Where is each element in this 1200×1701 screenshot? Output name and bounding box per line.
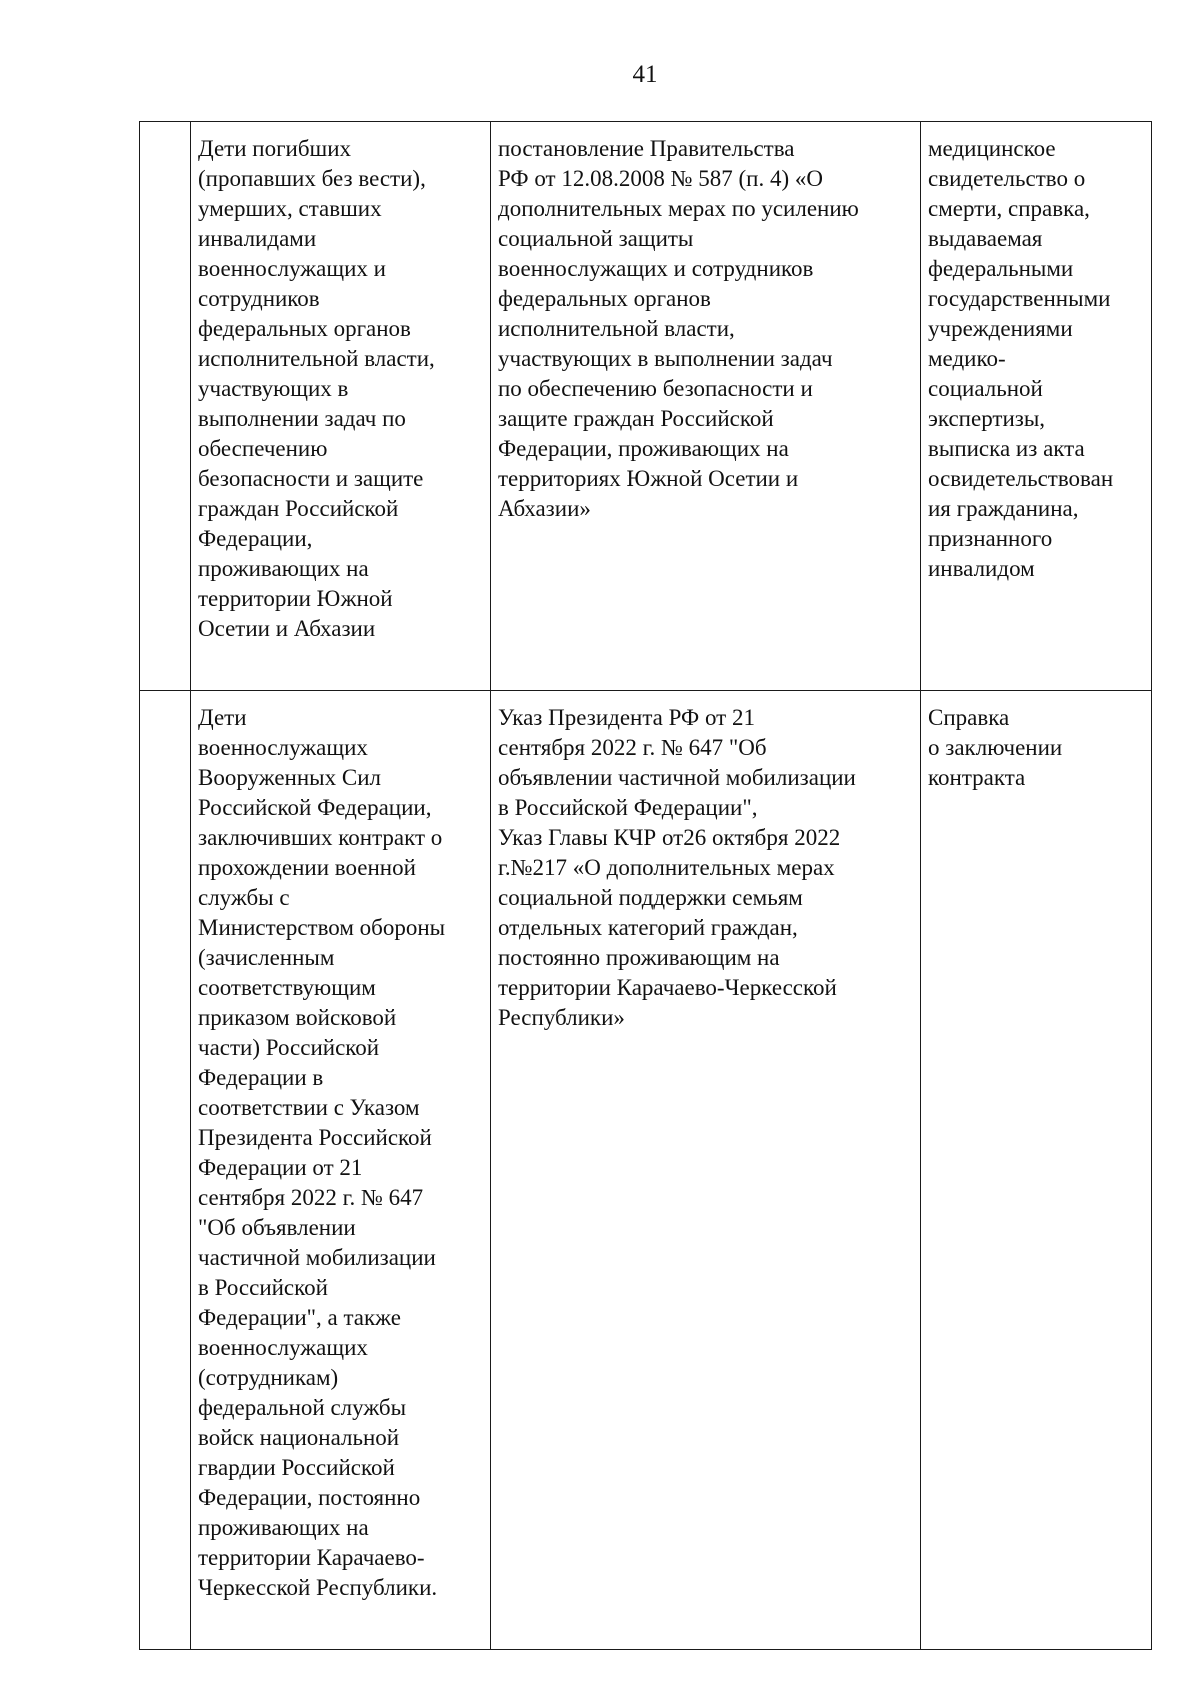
row-number-cell: [140, 122, 191, 691]
documents-cell: [921, 691, 1152, 1650]
legal-basis-text: Указ Президента РФ от 21 сентября 2022 г. № 647 "Об объявлении частичной мобилизации в Российской Федерации", Указ Главы КЧР от26 октября 2022 г.№217 «О дополнительных мерах социальной поддержки семьям отдельных категорий граждан, постоянно проживающим на территории Карачаево-Черкесской Республики»: [498, 705, 856, 1030]
documents-cell: [921, 122, 1152, 691]
documents-text: медицинское свидетельство о смерти, справка, выдаваемая федеральными государственными учреждениями медико- социальной экспертизы, выписка из акта освидетельствован ия гражданина, признанного инвалидом: [928, 136, 1114, 581]
page-number: 41: [632, 61, 658, 88]
category-text: Дети погибших (пропавших без вести), умерших, ставших инвалидами военнослужащих и сотрудников федеральных органов исполнительной власти, участвующих в выполнении задач по обеспечению безопасности и защите граждан Российской Федерации, проживающих на территории Южной Осетии и Абхазии: [198, 136, 435, 641]
table-row: [140, 122, 1152, 691]
row-number-cell: [140, 691, 191, 1650]
category-cell: [191, 122, 491, 691]
category-text: Дети военнослужащих Вооруженных Сил Российской Федерации, заключивших контракт о прохождении военной службы с Министерством обороны (зачисленным соответствующим приказом войсковой части) Российской Федерации в соответствии с Указом Президента Российской Федерации от 21 сентября 2022 г. № 647 "Об объявлении частичной мобилизации в Российской Федерации", а также военнослужащих (сотрудникам) федеральной службы войск национальной гвардии Российской Федерации, постоянно проживающих на территории Карачаево- Черкесской Республики.: [198, 705, 446, 1600]
category-cell: [191, 691, 491, 1650]
legal-basis-text: постановление Правительства РФ от 12.08.2008 № 587 (п. 4) «О дополнительных мерах по усилению социальной защиты военнослужащих и сотрудников федеральных органов исполнительной власти, участвующих в выполнении задач по обеспечению безопасности и защите граждан Российской Федерации, проживающих на территориях Южной Осетии и Абхазии»: [498, 136, 859, 521]
benefits-table: [139, 121, 1152, 1650]
legal-basis-cell: [491, 122, 921, 691]
table-row: [140, 691, 1152, 1650]
legal-basis-cell: [491, 691, 921, 1650]
documents-text: Справка о заключении контракта: [928, 705, 1063, 790]
